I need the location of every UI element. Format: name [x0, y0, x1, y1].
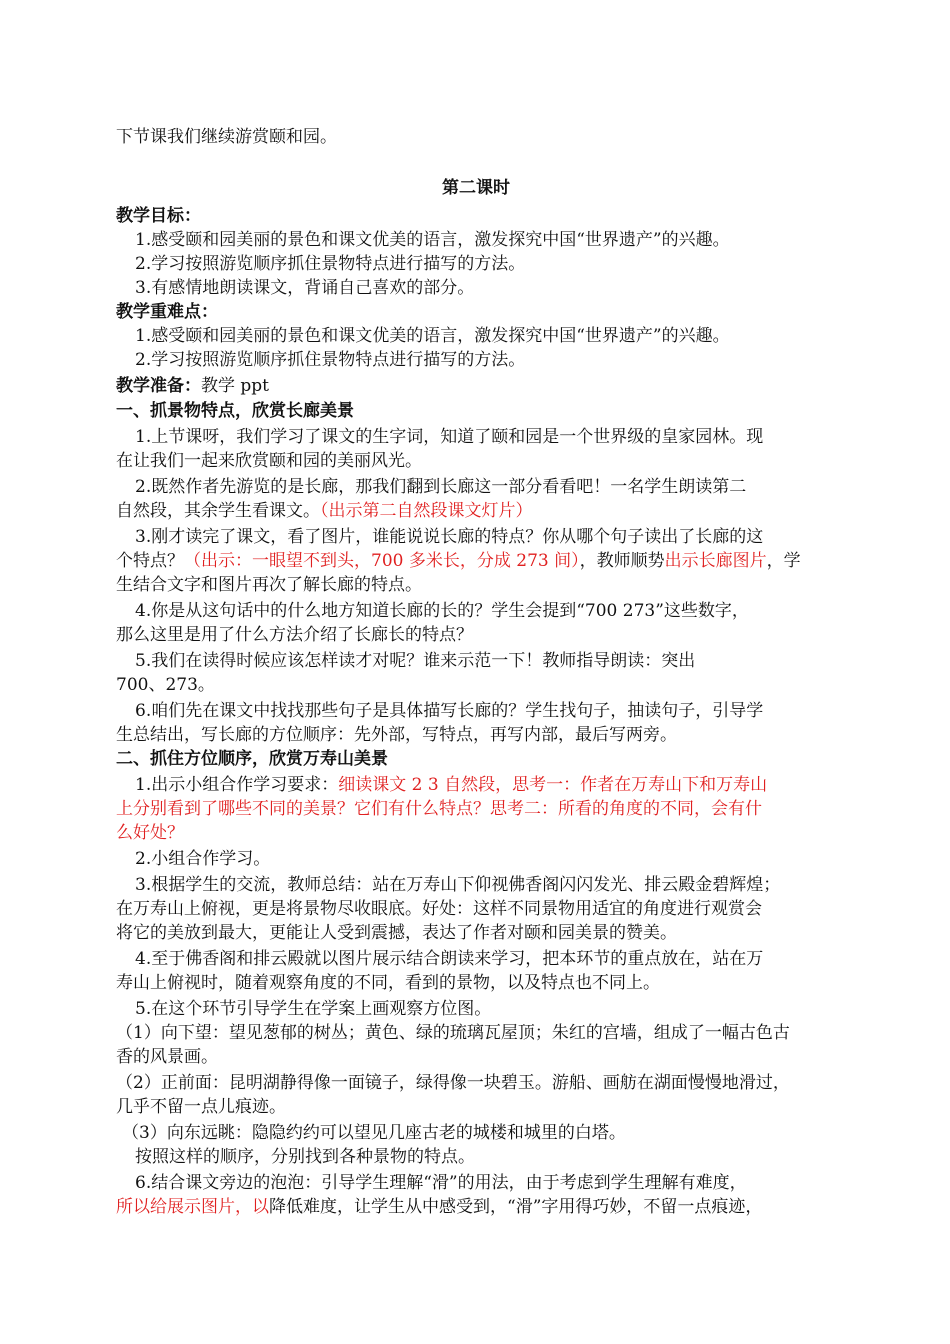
paragraph-line: 5.在这个环节引导学生在学案上画观察方位图。 — [135, 999, 492, 1019]
paragraph-line: 4.至于佛香阁和排云殿就以图片展示结合朗读来学习，把本环节的重点放在，站在万 — [135, 949, 764, 969]
paragraph-line: （3）向东远眺：隐隐约约可以望见几座古老的城楼和城里的白塔。 — [122, 1123, 626, 1143]
paragraph-line: 700、273。 — [116, 675, 215, 695]
prep-heading: 教学准备： — [116, 376, 201, 396]
paragraph-line: 香的风景画。 — [116, 1047, 218, 1067]
paragraph-line: 6.咱们先在课文中找找那些句子是具体描写长廊的？学生找句子，抽读句子，引导学 — [135, 701, 764, 721]
paragraph-line: 生总结出，写长廊的方位顺序：先外部，写特点，再写内部，最后写两旁。 — [116, 725, 677, 745]
intro-line: 下节课我们继续游赏颐和园。 — [116, 127, 337, 147]
paragraph-line: 4.你是从这句话中的什么地方知道长廊的长的？学生会提到“700 273”这些数字， — [135, 601, 749, 621]
paragraph-line: 几乎不留一点儿痕迹。 — [116, 1097, 286, 1117]
text-run: 个特点？ — [116, 551, 184, 571]
paragraph-line: 将它的美放到最大，更能让人受到震撼，表达了作者对颐和园美景的赞美。 — [116, 923, 677, 943]
paragraph-line — [116, 549, 836, 573]
paragraph-line: 3.根据学生的交流，教师总结：站在万寿山下仰视佛香阁闪闪发光、排云殿金碧辉煌； — [135, 875, 781, 895]
paragraph-line: 那么这里是用了什么方法介绍了长廊长的特点？ — [116, 625, 473, 645]
paragraph-line: 按照这样的顺序，分别找到各种景物的特点。 — [135, 1147, 475, 1167]
paragraph-line: （2）正前面：昆明湖静得像一面镜子，绿得像一块碧玉。游船、画舫在湖面慢慢地滑过， — [116, 1073, 790, 1093]
paragraph-line: （1）向下望：望见葱郁的树丛；黄色、绿的琉璃瓦屋顶；朱红的宫墙，组成了一幅古色古 — [116, 1023, 790, 1043]
text-run: 1.出示小组合作学习要求： — [135, 775, 339, 795]
paragraph-line: 3.刚才读完了课文，看了图片，谁能说说长廊的特点？你从哪个句子读出了长廊的这 — [135, 527, 764, 547]
text-run: ，学 — [766, 551, 801, 571]
paragraph-line — [116, 499, 836, 523]
paragraph-line: 寿山上俯视时，随着观察角度的不同，看到的景物，以及特点也不同上。 — [116, 973, 660, 993]
paragraph-line: 生结合文字和图片再次了解长廊的特点。 — [116, 575, 422, 595]
highlight-text: 细读课文 2 3 自然段，思考一：作者在万寿山下和万寿山 — [338, 775, 768, 795]
paragraph-line: 在万寿山上俯视，更是将景物尽收眼底。好处：这样不同景物用适宜的角度进行观赏会 — [116, 899, 762, 919]
objective-item: 2.学习按照游览顺序抓住景物特点进行描写的方法。 — [135, 254, 526, 274]
paragraph-line: 6.结合课文旁边的泡泡：引导学生理解“滑”的用法，由于考虑到学生理解有难度， — [135, 1173, 747, 1193]
objectives-heading: 教学目标： — [116, 206, 201, 226]
paragraph-line: 1.上节课呀，我们学习了课文的生字词，知道了颐和园是一个世界级的皇家园林。现 — [135, 427, 764, 447]
section2-heading: 二、抓住方位顺序，欣赏万寿山美景 — [116, 749, 388, 769]
highlight-text: （出示第二自然段课文灯片） — [320, 501, 533, 521]
objective-item: 3.有感情地朗读课文，背诵自己喜欢的部分。 — [135, 278, 475, 298]
text-run: 降低难度，让学生从中感受到，“滑”字用得巧妙，不留一点痕迹， — [269, 1197, 763, 1217]
paragraph-line: 2.小组合作学习。 — [135, 849, 271, 869]
highlight-text: 出示长廊图片 — [664, 551, 767, 571]
paragraph-line — [116, 1195, 836, 1219]
paragraph-line: 5.我们在读得时候应该怎样读才对呢？谁来示范一下！教师指导朗读：突出 — [135, 651, 696, 671]
prep-value: 教学 ppt — [201, 376, 269, 396]
lesson-title: 第二课时 — [442, 178, 510, 198]
key-point-item: 2.学习按照游览顺序抓住景物特点进行描写的方法。 — [135, 350, 526, 370]
text-run: ，教师顺势 — [579, 551, 665, 571]
highlight-text: （出示：一眼望不到头，700 多米长，分成 273 间） — [184, 551, 580, 571]
key-point-item: 1.感受颐和园美丽的景色和课文优美的语言，激发探究中国“世界遗产”的兴趣。 — [135, 326, 730, 346]
text-run: 自然段，其余学生看课文。 — [116, 501, 320, 521]
paragraph-line: 在让我们一起来欣赏颐和园的美丽风光。 — [116, 451, 422, 471]
paragraph-line — [135, 773, 855, 797]
highlight-line: 么好处？ — [116, 823, 184, 843]
section1-heading: 一、抓景物特点，欣赏长廊美景 — [116, 401, 354, 421]
prep-line — [116, 374, 836, 398]
highlight-line: 上分别看到了哪些不同的美景？它们有什么特点？思考二：所看的角度的不同，会有什 — [116, 799, 762, 819]
key-points-heading: 教学重难点： — [116, 302, 218, 322]
objective-item: 1.感受颐和园美丽的景色和课文优美的语言，激发探究中国“世界遗产”的兴趣。 — [135, 230, 730, 250]
highlight-text: 所以给展示图片，以 — [116, 1197, 269, 1217]
paragraph-line: 2.既然作者先游览的是长廊，那我们翻到长廊这一部分看看吧！一名学生朗读第二 — [135, 477, 747, 497]
